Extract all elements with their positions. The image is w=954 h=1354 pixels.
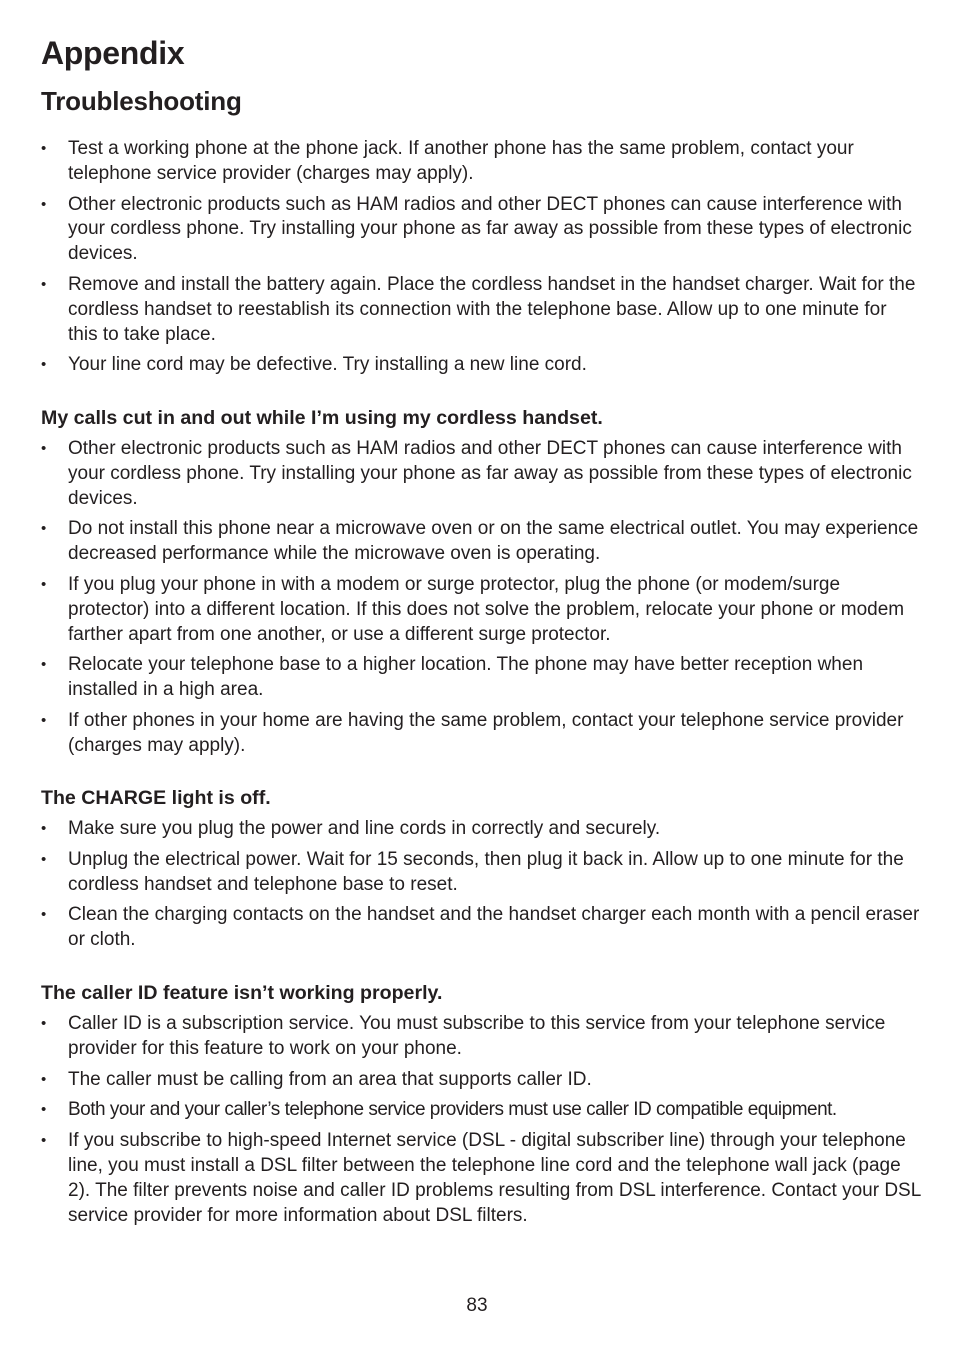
list-item bbox=[41, 653, 921, 703]
list-item-text: Caller ID is a subscription service. You must subscribe to this service from your telephone service provider for this feature to work on your phone. bbox=[68, 1013, 886, 1059]
bullet-icon: • bbox=[41, 820, 47, 837]
list-item-text: Unplug the electrical power. Wait for 15 seconds, then plug it back in. Allow up to one minute for the cordless handset and telephone base to reset. bbox=[68, 848, 904, 895]
bullet-icon: • bbox=[41, 520, 47, 538]
list-item bbox=[41, 193, 921, 267]
list-item-text: Your line cord may be defective. Try installing a new line cord. bbox=[68, 354, 587, 376]
list-item-text: Other electronic products such as HAM radios and other DECT phones can cause interference with your cordless phone. Try installing your phone as far away as possible from these types of electronic devices. bbox=[68, 193, 912, 265]
list-item bbox=[41, 1129, 921, 1228]
subsection-heading: The caller ID feature isn’t working properly. bbox=[41, 982, 443, 1004]
bullet-icon: • bbox=[41, 1101, 47, 1119]
list-item bbox=[41, 573, 921, 647]
list-item-text: The caller must be calling from an area that supports caller ID. bbox=[68, 1068, 592, 1090]
list-item-text: Other electronic products such as HAM radios and other DECT phones can cause interference with your cordless phone. Try installing your phone as far away as possible from these types of electronic devices. bbox=[68, 438, 912, 509]
subsection-heading: The CHARGE light is off. bbox=[41, 787, 271, 809]
list-item bbox=[41, 353, 921, 378]
page-number: 83 bbox=[466, 1295, 488, 1316]
list-item bbox=[41, 437, 921, 511]
troubleshooting-general bbox=[41, 137, 921, 378]
section-title: Troubleshooting bbox=[41, 86, 242, 116]
charge-light-section bbox=[41, 786, 921, 953]
list-item bbox=[41, 903, 921, 953]
bullet-icon: • bbox=[41, 1070, 47, 1088]
bullet-list bbox=[41, 437, 921, 759]
list-item bbox=[41, 137, 921, 187]
page-title: Appendix bbox=[41, 35, 185, 71]
bullet-icon: • bbox=[41, 440, 47, 457]
bullet-icon: • bbox=[41, 656, 47, 674]
list-item bbox=[41, 848, 921, 898]
list-item bbox=[41, 1068, 921, 1093]
bullet-icon: • bbox=[41, 356, 47, 374]
bullet-icon: • bbox=[41, 1132, 47, 1150]
bullet-icon: • bbox=[41, 195, 47, 213]
bullet-icon: • bbox=[41, 275, 47, 293]
list-item-text: Both your and your caller’s telephone service providers must use caller ID compatible equipment. bbox=[68, 1099, 837, 1121]
list-item-text: Remove and install the battery again. Place the cordless handset in the handset charger. Wait for the cordless handset to reestablish its connection with the telephone base. Allow up to one minute for this to take place. bbox=[68, 273, 916, 345]
bullet-icon: • bbox=[41, 711, 47, 729]
bullet-icon: • bbox=[41, 1015, 47, 1032]
bullet-list bbox=[41, 137, 921, 378]
bullet-icon: • bbox=[41, 906, 47, 924]
bullet-icon: • bbox=[41, 575, 47, 593]
list-item bbox=[41, 817, 921, 842]
list-item-text: Make sure you plug the power and line cords in correctly and securely. bbox=[68, 818, 661, 839]
list-item bbox=[41, 1098, 921, 1123]
list-item bbox=[41, 709, 921, 759]
list-item-text: Test a working phone at the phone jack. If another phone has the same problem, contact your telephone service provider (charges may apply). bbox=[68, 138, 854, 184]
list-item bbox=[41, 517, 921, 567]
list-item bbox=[41, 273, 921, 347]
list-item bbox=[41, 1012, 921, 1062]
calls-cut-section bbox=[41, 406, 921, 759]
list-item-text: If you plug your phone in with a modem or surge protector, plug the phone (or modem/surge protector) into a different location. If this does not solve the problem, relocate your phone or modem farther apart from one another, or use a different surge protector. bbox=[68, 573, 905, 645]
list-item-text: Do not install this phone near a microwave oven or on the same electrical outlet. You may experience decreased performance while the microwave oven is operating. bbox=[68, 518, 919, 565]
bullet-list bbox=[41, 1012, 921, 1228]
bullet-icon: • bbox=[41, 140, 47, 157]
list-item-text: Clean the charging contacts on the handset and the handset charger each month with a pencil eraser or cloth. bbox=[68, 904, 920, 951]
subsection-heading: My calls cut in and out while I’m using my cordless handset. bbox=[41, 407, 603, 429]
list-item-text: If you subscribe to high-speed Internet service (DSL - digital subscriber line) through your telephone line, you must install a DSL filter between the telephone line cord and the telephone wall jack (page 2). The filter prevents noise and caller ID problems resulting from DSL interference. Contact your DSL service provider for more information about DSL filters. bbox=[68, 1130, 921, 1226]
bullet-list bbox=[41, 817, 921, 953]
list-item-text: If other phones in your home are having the same problem, contact your telephone service provider (charges may apply). bbox=[68, 709, 904, 756]
bullet-icon: • bbox=[41, 850, 47, 868]
list-item-text: Relocate your telephone base to a higher location. The phone may have better reception when installed in a high area. bbox=[68, 654, 864, 701]
caller-id-section bbox=[41, 981, 921, 1228]
